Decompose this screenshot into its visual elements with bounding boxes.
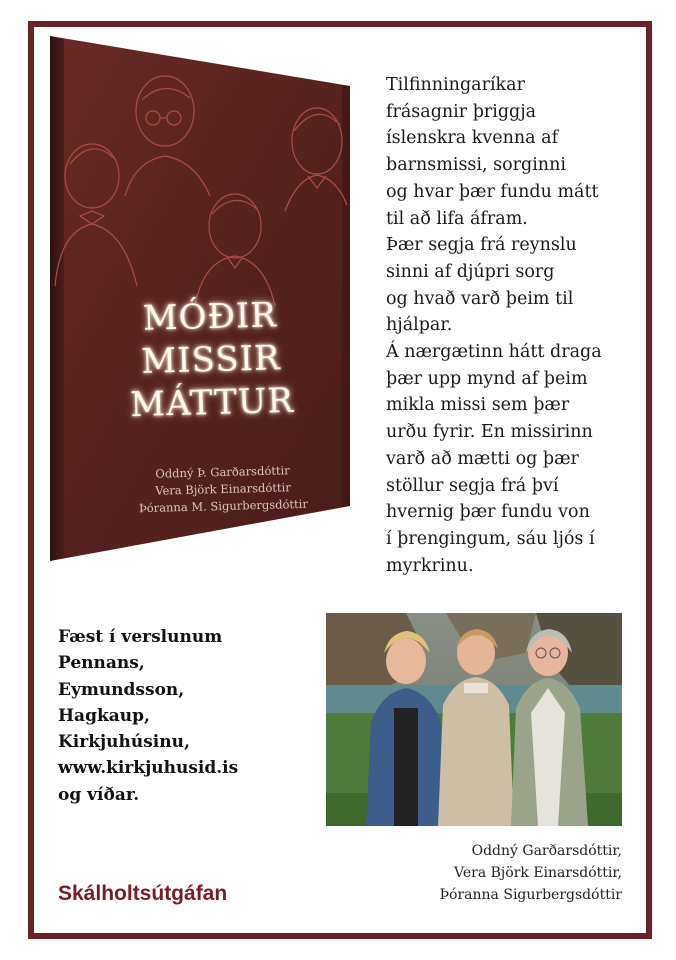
description-line: Þær segja frá reynslu — [386, 235, 577, 256]
description-line: í þrengingum, sáu ljós í — [386, 528, 595, 549]
book-title-line: MISSIR — [140, 338, 282, 382]
book-title-line: MÓÐIR — [142, 295, 278, 339]
book-title — [94, 293, 327, 428]
authors-photo — [326, 613, 622, 826]
description-line: sinni af djúpri sorg — [386, 261, 555, 282]
description-line: Tilfinningaríkar — [386, 75, 525, 95]
description-line: þær upp mynd af þeim — [386, 368, 588, 389]
availability-link[interactable]: www.kirkjuhusid.is — [58, 758, 239, 779]
book-title-line: MÁTTUR — [129, 380, 295, 426]
description-line: barnsmissi, sorginni — [386, 155, 566, 176]
availability-line: Hagkaup, — [58, 705, 150, 726]
description-line: hjálpar. — [386, 315, 453, 336]
publisher-name: Skálholtsútgáfan — [58, 882, 228, 905]
availability-line: Fæst í verslunum — [58, 627, 223, 647]
description-line: hvernig þær fundu von — [386, 502, 590, 523]
description-line: frásagnir þriggja — [386, 101, 537, 122]
authors-photo-art — [326, 613, 622, 826]
description-line: stöllur segja frá því — [386, 475, 559, 496]
availability-line: Pennans, — [58, 653, 145, 674]
caption-line: Vera Björk Einarsdóttir, — [454, 865, 622, 881]
caption-line: Oddný Garðarsdóttir, — [471, 843, 622, 859]
book-author-line: Oddný Þ. Garðarsdóttir — [155, 463, 290, 481]
book-authors — [117, 461, 328, 517]
photo-caption — [380, 840, 622, 906]
description-line: og hvað varð þeim til — [386, 288, 574, 309]
availability-line: Kirkjuhúsinu, — [58, 732, 190, 753]
description-line: urðu fyrir. En missirinn — [386, 422, 593, 443]
description-line: til að lifa áfram. — [386, 208, 528, 229]
availability-line: Eymundsson, — [58, 679, 185, 700]
description-line: mikla missi sem þær — [386, 395, 570, 416]
description-line: Á nærgætinn hátt draga — [386, 342, 602, 363]
description-line: varð að mætti og þær — [386, 448, 579, 469]
book-description — [386, 72, 632, 579]
description-line: íslenskra kvenna af — [386, 128, 559, 149]
availability-list — [58, 624, 298, 808]
caption-line: Þóranna Sigurbergsdóttir — [439, 887, 622, 903]
book-author-line: Vera Björk Einarsdóttir — [155, 480, 291, 498]
availability-line: og víðar. — [58, 784, 140, 805]
book-author-line: Þóranna M. Sigurbergsdóttir — [138, 496, 309, 516]
description-line: myrkrinu. — [386, 555, 474, 576]
description-line: og hvar þær fundu mátt — [386, 181, 599, 202]
